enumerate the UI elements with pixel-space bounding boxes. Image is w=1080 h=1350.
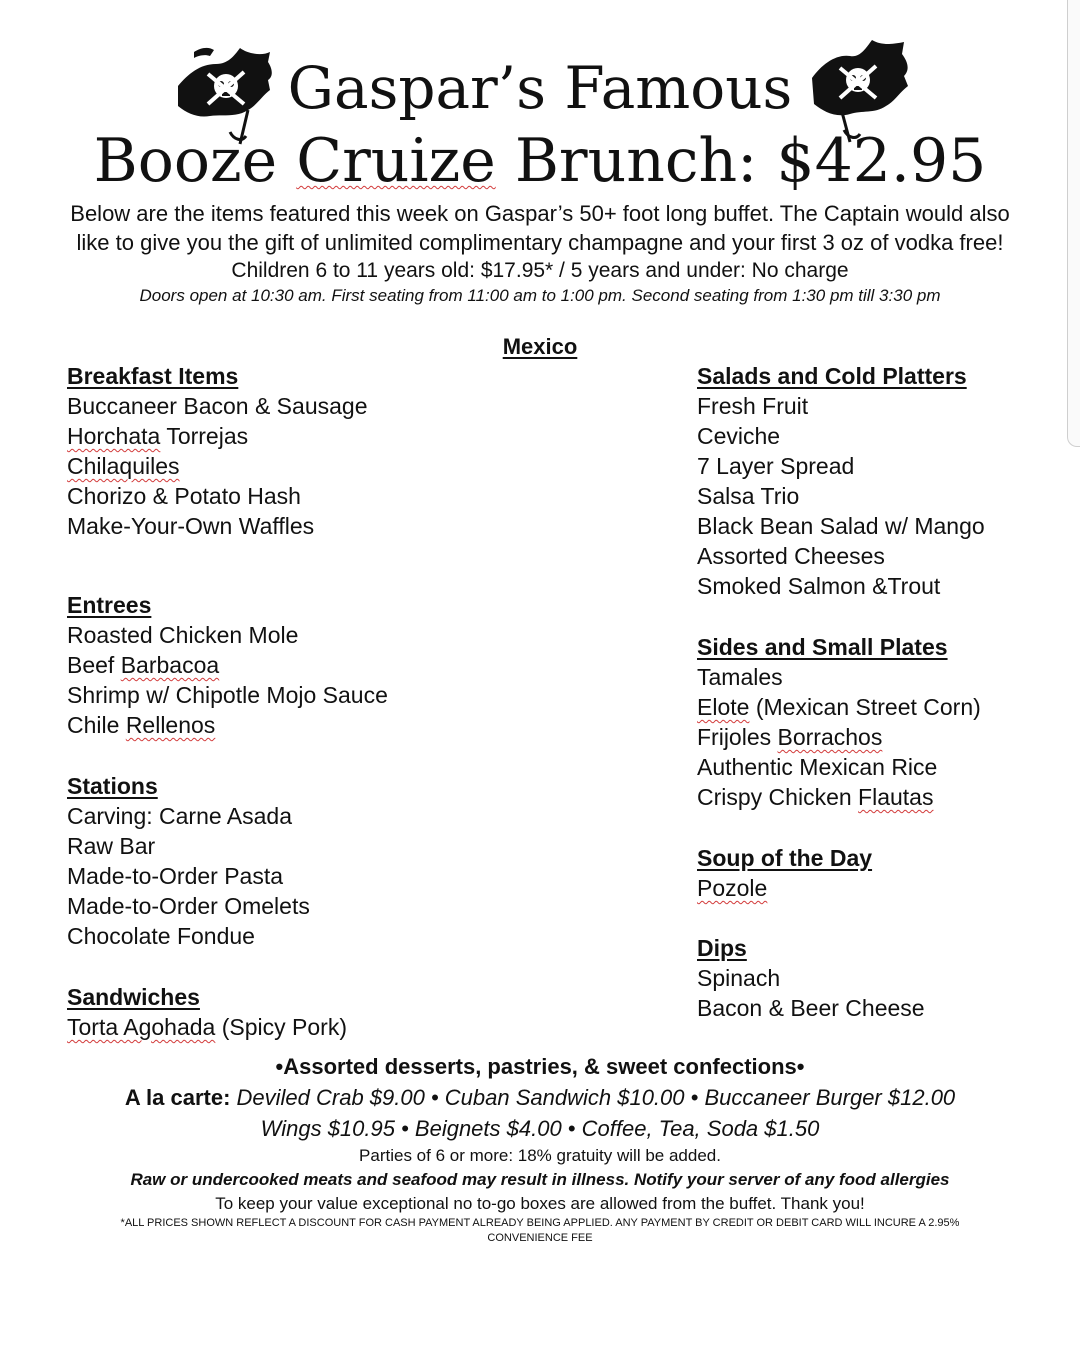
intro-line-1: Below are the items featured this week on Gaspar’s 50+ foot long buffet. The Captain would also [70, 201, 1010, 226]
intro-line-2: like to give you the gift of unlimited complimentary champagne and your first 3 oz of vodka free! [76, 230, 1004, 255]
menu-item: 7 Layer Spread [697, 453, 855, 479]
menu-column-right [697, 361, 1077, 1023]
page-title-line2 [0, 124, 1080, 198]
gratuity-note: Parties of 6 or more: 18% gratuity will be added. [359, 1146, 721, 1165]
menu-item: Fresh Fruit [697, 393, 809, 419]
menu-item: Beef Barbacoa [67, 652, 220, 678]
section-sandwiches [67, 982, 447, 1042]
menu-item: Chile Rellenos [67, 712, 216, 738]
menu-item: Smoked Salmon &Trout [697, 573, 941, 599]
title-word-cruize: Cruize [296, 126, 496, 196]
menu-item: Shrimp w/ Chipotle Mojo Sauce [67, 682, 388, 708]
menu-item: Pozole [697, 875, 768, 901]
menu-item: Raw Bar [67, 833, 156, 859]
seating-times: Doors open at 10:30 am. First seating from 11:00 am to 1:00 pm. Second seating from 1:30 pm till 3:30 pm [139, 286, 941, 305]
fine-print: *ALL PRICES SHOWN REFLECT A DISCOUNT FOR CASH PAYMENT ALREADY BEING APPLIED. ANY PAYMENT BY CREDIT OR DEBIT CARD WILL INCURE A 2.95% CONVENIENCE FEE [120, 1217, 960, 1244]
menu-item: Spinach [697, 965, 781, 991]
menu-item: Authentic Mexican Rice [697, 754, 938, 780]
menu-item: Horchata Torrejas [67, 423, 249, 449]
menu-item-horchata: Horchata [67, 423, 161, 449]
menu-item: Torta Agohada (Spicy Pork) [67, 1014, 347, 1040]
menu-theme [0, 333, 1080, 361]
menu-item: Ceviche [697, 423, 781, 449]
menu-item: Bacon & Beer Cheese [697, 995, 925, 1021]
desserts-line: •Assorted desserts, pastries, & sweet confections• [275, 1054, 805, 1079]
menu-item: Frijoles Borrachos [697, 724, 883, 750]
menu-item: Assorted Cheeses [697, 543, 885, 569]
menu-item: Tamales [697, 664, 783, 690]
section-breakfast [67, 361, 447, 541]
section-dips [697, 933, 1077, 1023]
section-stations [67, 771, 447, 951]
menu-item: Make-Your-Own Waffles [67, 513, 315, 539]
section-title: Sandwiches [67, 984, 200, 1010]
section-salads [697, 361, 1077, 601]
menu-item: Chocolate Fondue [67, 923, 255, 949]
alacarte-line-1: A la carte: Deviled Crab $9.00 • Cuban Sandwich $10.00 • Buccaneer Burger $12.00 [124, 1085, 956, 1110]
section-title: Soup of the Day [697, 845, 873, 871]
menu-item: Chilaquiles [67, 453, 180, 479]
food-safety-warning: Raw or undercooked meats and seafood may result in illness. Notify your server of any food allergies [130, 1170, 950, 1189]
section-entrees [67, 590, 447, 740]
title-price: Brunch: $42.95 [514, 126, 987, 196]
alacarte-label: A la carte: [124, 1085, 231, 1110]
alacarte-line-2: Wings $10.95 • Beignets $4.00 • Coffee, Tea, Soda $1.50 [260, 1116, 820, 1141]
menu-theme-label: Mexico [502, 334, 578, 359]
menu-item: Made-to-Order Pasta [67, 863, 284, 889]
section-title: Sides and Small Plates [697, 634, 948, 660]
menu-item: Crispy Chicken Flautas [697, 784, 934, 810]
menu-item: Salsa Trio [697, 483, 800, 509]
togo-policy: To keep your value exceptional no to-go boxes are allowed from the buffet. Thank you! [215, 1194, 865, 1213]
menu-item: Black Bean Salad w/ Mango [697, 513, 985, 539]
section-soup [697, 843, 1077, 903]
menu-item: Chorizo & Potato Hash [67, 483, 301, 509]
section-title: Entrees [67, 592, 152, 618]
section-title: Breakfast Items [67, 363, 239, 389]
title-word-booze: Booze [93, 126, 278, 196]
menu-item: Carving: Carne Asada [67, 803, 293, 829]
page-title-line1: Gaspar’s Famous [287, 54, 793, 122]
section-title: Dips [697, 935, 747, 961]
section-title: Stations [67, 773, 158, 799]
children-pricing: Children 6 to 11 years old: $17.95* / 5 years and under: No charge [231, 259, 849, 282]
menu-column-left [67, 361, 447, 1042]
section-title: Salads and Cold Platters [697, 363, 967, 389]
menu-item: Roasted Chicken Mole [67, 622, 299, 648]
menu-item: Buccaneer Bacon & Sausage [67, 393, 368, 419]
section-sides [697, 632, 1077, 812]
menu-item: Made-to-Order Omelets [67, 893, 310, 919]
menu-item: Elote (Mexican Street Corn) [697, 694, 981, 720]
